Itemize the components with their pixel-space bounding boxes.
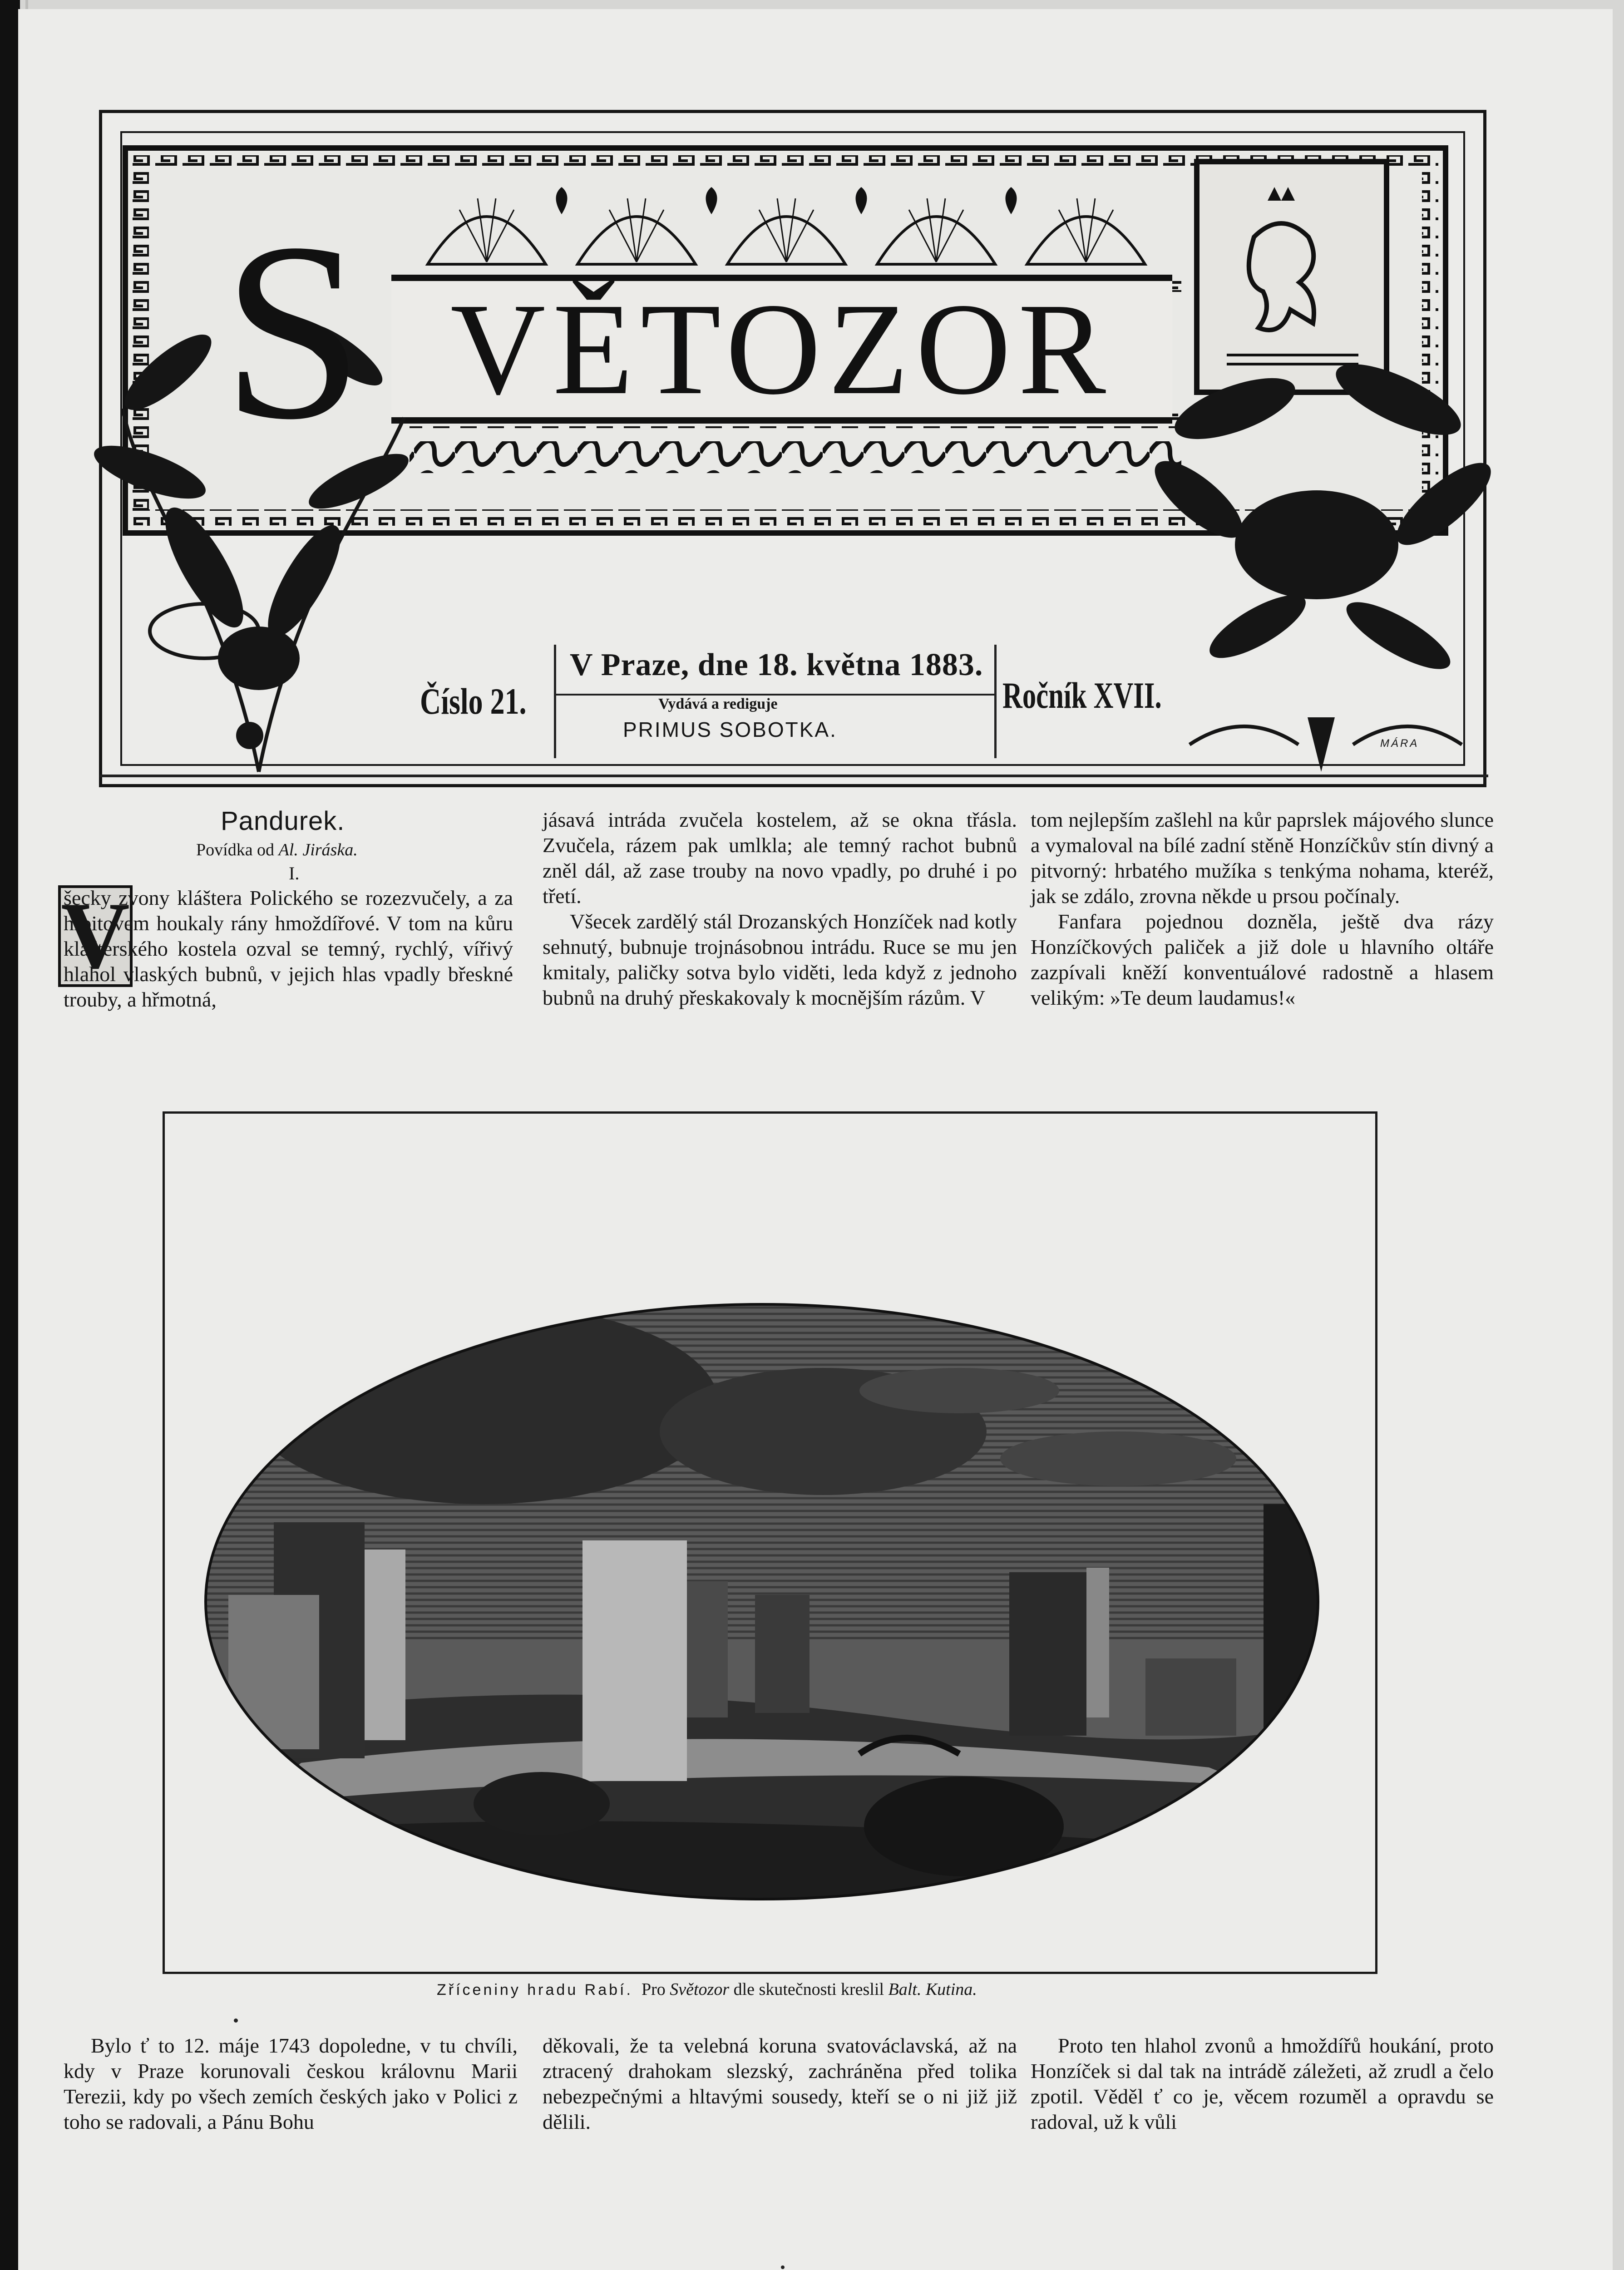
story-byline bbox=[196, 840, 358, 860]
column-2-bottom-text: děkovali, že ta velebná koruna svatováclavská, až na ztracený drahokam slezský, zachráněna před tolika nebezpečnými a hltavými sousedy, kteří se o ni již již dělili. bbox=[543, 2034, 1017, 2133]
illustration-caption bbox=[437, 1979, 977, 1999]
caption-title: Zříceniny hradu Rabí. bbox=[437, 1981, 633, 1999]
column-1-bottom bbox=[64, 2033, 518, 2135]
editor-label: Vydává a rediguje bbox=[658, 696, 778, 712]
column-3-top bbox=[1031, 807, 1494, 1011]
byline-prefix: Povídka od bbox=[196, 840, 279, 859]
volume-number: Ročník XVII. bbox=[1002, 675, 1162, 716]
caption-magazine: Světozor bbox=[670, 1980, 730, 1999]
column-3-top-paragraph-1: tom nejlepším zašlehl na kůr paprslek májového slunce a vymaloval na bílé zadní stěně Honzíčkův stín divný a pitvorný: hrbatého mužíka s tenkýma nohama, kteréž, jak se zdálo, zrovna někde u prsou počínaly. bbox=[1031, 808, 1494, 908]
column-1-top-text: šecky zvony kláštera Polického se rozezvučely, a za hřbitovem houkaly rány hmoždířové. V tom na kůru klášterského kostela ozval se temný, rychlý, vířivý hlahol vlaských bubnů, v jejich hlas vpadly břeskné trouby, a hřmotná, bbox=[64, 886, 513, 1011]
illustration-frame bbox=[163, 1111, 1377, 1974]
caption-rest: dle skutečnosti kreslil bbox=[729, 1980, 889, 1999]
column-2-top-paragraph-2: Všecek zardělý stál Drozanských Honzíček nad kotly sehnutý, bubnuje trojnásobnou intrádu. Ruce se mu jen kmitaly, paličky sotva bylo viděti, leda když z jednoho bubnů na druhý přeskakovaly k mocnějším rázům. V bbox=[543, 910, 1017, 1009]
page-binding-edge bbox=[0, 0, 20, 2270]
masthead-initial-s: S bbox=[222, 191, 364, 472]
column-1-bottom-text: Bylo ť to 12. máje 1743 dopoledne, v tu chvíli, kdy v Praze korunovali českou královnu Marii Terezii, kdy po všech zemích českých jako v Polici z toho se radovali, a Pánu Bohu bbox=[64, 2034, 518, 2133]
column-2-bottom bbox=[543, 2033, 1017, 2135]
drop-cap: V bbox=[58, 885, 133, 987]
palmette-ornament bbox=[410, 160, 1181, 278]
info-divider-right bbox=[994, 645, 997, 758]
chapter-number: I. bbox=[289, 863, 300, 883]
info-divider-left bbox=[554, 645, 556, 758]
issue-number: Číslo 21. bbox=[420, 681, 527, 722]
column-3-bottom-text: Proto ten hlahol zvonů a hmoždířů houkání, proto Honzíček si dal tak na intrádě záležeti, až zrudl a čelo zpotil. Věděl ť co je, věcem rozuměl a opravdu se radoval, už k vůli bbox=[1031, 2034, 1494, 2133]
column-3-bottom bbox=[1031, 2033, 1494, 2135]
ornament-dot-bottom bbox=[781, 2265, 785, 2269]
ornament-dot bbox=[234, 2018, 238, 2023]
caption-artist: Balt. Kutina. bbox=[888, 1980, 977, 1999]
story-title: Pandurek. bbox=[221, 806, 345, 836]
masthead-title: VĚTOZOR bbox=[391, 275, 1172, 424]
masthead-bottom-rule bbox=[100, 775, 1488, 777]
byline-author: Al. Jiráska. bbox=[278, 840, 358, 859]
issue-date: V Praze, dne 18. května 1883. bbox=[570, 647, 983, 682]
column-1-top bbox=[64, 885, 513, 1012]
caption-mid: Pro bbox=[632, 1980, 670, 1999]
column-3-top-paragraph-2: Fanfara pojednou dozněla, ještě dva rázy Honzíčkových paliček a již dole u hlavního oltáře zazpívali kněží konventuálové radostně a hlasem velikým: »Te deum laudamus!« bbox=[1031, 910, 1494, 1009]
right-foliage-ornament bbox=[1144, 354, 1498, 790]
newspaper-page bbox=[18, 9, 1613, 2270]
column-2-top bbox=[543, 807, 1017, 1011]
column-2-top-paragraph-1: jásavá intráda zvučela kostelem, až se okna třásla. Zvučela, rázem pak umlkla; ale temný rachot bubnů zněl dál, až zase trouby na novo vpadly, po druhé i po třetí. bbox=[543, 808, 1017, 908]
editor-name: PRIMUS SOBOTKA. bbox=[623, 718, 837, 741]
artist-signature: MÁRA bbox=[1380, 737, 1419, 750]
castle-ruins-engraving bbox=[165, 1114, 1375, 1972]
